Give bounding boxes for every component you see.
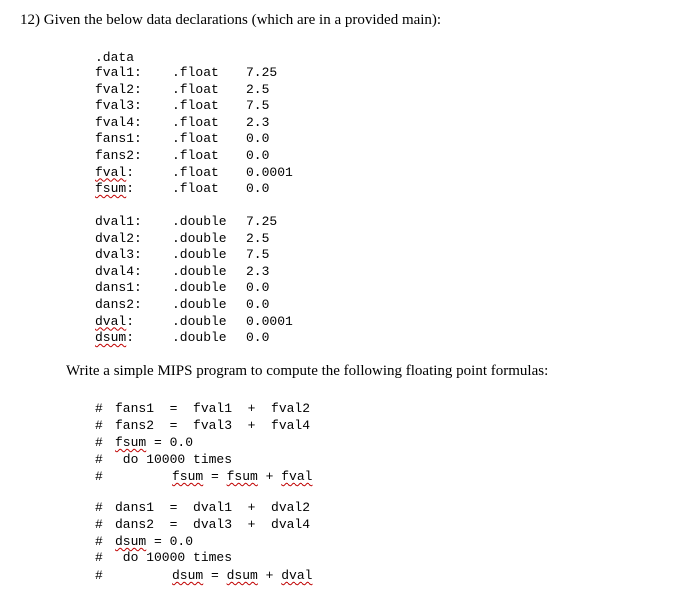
formula-line: fans2 = fval3 + fval4 <box>115 418 311 433</box>
formula-line <box>172 469 312 485</box>
double-decl-name: dans2: <box>95 297 142 312</box>
float-decl-name: fval2: <box>95 81 142 97</box>
float-decl-value: 0.0 <box>246 148 270 163</box>
float-decl-value: 0.0001 <box>246 164 293 180</box>
comment-hash: # <box>95 517 103 532</box>
double-decl-type: .double <box>172 280 227 296</box>
colon: : <box>126 313 135 329</box>
variable-name: dsum <box>172 568 204 583</box>
float-decl-value: 0.0 <box>246 131 270 147</box>
double-decl-value: 2.5 <box>246 230 270 246</box>
double-decl-name: dval2: <box>95 230 142 246</box>
comment-hash: # <box>95 418 103 433</box>
double-decl-value: 2.3 <box>246 263 270 279</box>
float-decl-name <box>95 165 134 181</box>
variable-name: dval <box>95 313 127 329</box>
double-decl-type: .double <box>172 247 227 263</box>
float-decl-type: .float <box>172 148 219 163</box>
float-decl-name <box>95 181 134 197</box>
float-decl-value: 7.25 <box>246 65 278 80</box>
comment-hash: # <box>95 568 103 583</box>
formula-text: + <box>257 568 282 583</box>
float-decl-value: 2.3 <box>246 114 270 130</box>
double-decl-type: .double <box>172 297 227 312</box>
formula-line: dans2 = dval3 + dval4 <box>115 517 311 532</box>
double-decl-type: .double <box>172 263 227 279</box>
float-decl-value: 0.0 <box>246 181 270 197</box>
formula-text: = 0.0 <box>146 534 194 549</box>
comment-hash: # <box>95 500 103 515</box>
formula-text: = 0.0 <box>146 435 194 450</box>
float-decl-type: .float <box>172 81 219 97</box>
double-decl-value: 0.0001 <box>246 313 293 329</box>
float-decl-type: .float <box>172 131 219 147</box>
formula-line: do 10000 times <box>115 550 233 565</box>
double-decl-name <box>95 314 134 330</box>
float-decl-value: 2.5 <box>246 81 270 97</box>
instruction-text: Write a simple MIPS program to compute the following floating point formulas: <box>66 363 549 379</box>
float-decl-type: .float <box>172 164 219 180</box>
float-decl-type: .float <box>172 98 219 114</box>
formula-text: + <box>257 469 282 484</box>
variable-name: dval <box>281 568 313 583</box>
variable-name: fsum <box>226 469 258 484</box>
double-decl-type: .double <box>172 230 227 246</box>
float-decl-type: .float <box>172 65 219 80</box>
double-decl-value: 0.0 <box>246 330 270 346</box>
question-text: 12) Given the below data declarations (which are in a provided main): <box>20 12 442 28</box>
double-decl-value: 0.0 <box>246 280 270 296</box>
formula-text: = <box>203 568 227 583</box>
double-decl-name: dval1: <box>95 214 142 229</box>
variable-name: fval <box>95 164 127 180</box>
variable-name: dsum <box>226 568 258 583</box>
data-section-header: .data <box>95 50 135 65</box>
float-decl-name: fval4: <box>95 114 142 130</box>
double-decl-type: .double <box>172 330 227 346</box>
float-decl-type: .float <box>172 114 219 130</box>
double-decl-name: dval4: <box>95 263 142 279</box>
float-decl-name: fans2: <box>95 148 142 163</box>
formula-line: fans1 = fval1 + fval2 <box>115 401 311 416</box>
float-decl-name: fans1: <box>95 131 142 147</box>
double-decl-name: dval3: <box>95 247 142 263</box>
double-decl-value: 7.5 <box>246 247 270 263</box>
comment-hash: # <box>95 452 103 467</box>
variable-name: fsum <box>95 181 127 197</box>
double-decl-name <box>95 330 134 346</box>
formula-line <box>172 568 312 584</box>
comment-hash: # <box>95 401 103 416</box>
double-decl-type: .double <box>172 214 227 229</box>
formula-text: = <box>203 469 227 484</box>
float-decl-value: 7.5 <box>246 98 270 114</box>
float-decl-name: fval3: <box>95 98 142 114</box>
variable-name: fsum <box>115 435 147 450</box>
formula-line <box>115 534 193 550</box>
variable-name: fval <box>281 469 313 484</box>
variable-name: dsum <box>95 330 127 346</box>
double-decl-name: dans1: <box>95 280 142 296</box>
comment-hash: # <box>95 435 103 450</box>
formula-line: dans1 = dval1 + dval2 <box>115 500 311 515</box>
formula-line: do 10000 times <box>115 452 233 467</box>
double-decl-type: .double <box>172 313 227 329</box>
colon: : <box>126 164 135 180</box>
double-decl-value: 0.0 <box>246 297 270 312</box>
float-decl-type: .float <box>172 181 219 197</box>
variable-name: fsum <box>172 469 204 484</box>
colon: : <box>126 181 135 197</box>
formula-line <box>115 435 193 451</box>
comment-hash: # <box>95 550 103 565</box>
comment-hash: # <box>95 534 103 549</box>
variable-name: dsum <box>115 534 147 549</box>
double-decl-value: 7.25 <box>246 214 278 229</box>
colon: : <box>126 330 135 346</box>
comment-hash: # <box>95 469 103 484</box>
float-decl-name: fval1: <box>95 65 142 80</box>
